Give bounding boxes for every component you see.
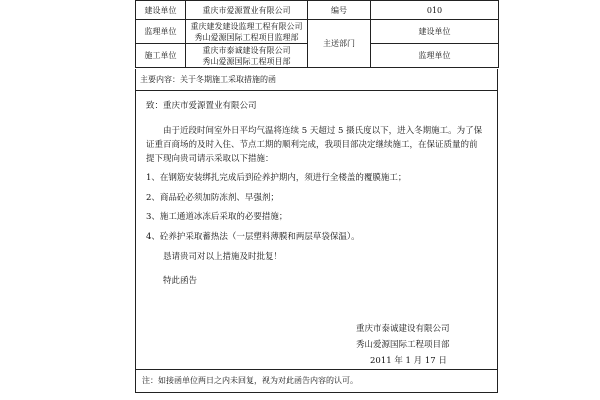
salutation: 致：重庆市爱源置业有限公司 (146, 101, 257, 111)
letter-body (135, 91, 498, 370)
paragraph-line-2: 证重百商场的及时入住、节点工期的顺利完成，我项目部决定继续施工，在保证质量的前 (146, 140, 478, 150)
label-construction-unit: 建设单位 (136, 1, 186, 20)
contractor-unit-value (186, 44, 308, 68)
dept-label: 主送部门 (308, 20, 371, 68)
footer-note: 注：如接函单位两日之内未回复，视为对此函告内容的认可。 (135, 370, 498, 393)
number-value: 010 (371, 1, 499, 20)
recipient-supervision: 监理单位 (371, 44, 499, 68)
header-table (135, 0, 499, 68)
measure-item-1: 1、在钢筋安装绑扎完成后到砼养护期内，须进行全楼盖的覆膜施工； (146, 173, 407, 183)
label-supervision-unit: 监理单位 (136, 20, 186, 44)
measure-item-4: 4、砼养护采取蓄热法（一层塑料薄膜和两层草袋保温）。 (146, 232, 360, 242)
measure-item-3: 3、施工通道冰冻后采取的必要措施； (146, 212, 288, 222)
supervision-unit-value (186, 20, 308, 44)
request-line: 恳请贵司对以上措施及时批复！ (163, 252, 283, 262)
signature-date: 2011 年 1 月 17 日 (370, 356, 447, 366)
contractor-unit-line1: 重庆市泰诚建设有限公司 (202, 45, 291, 55)
subject-row: 主要内容：关于冬期施工采取措施的函 (135, 69, 498, 91)
supervision-unit-line2: 秀山爱源国际工程项目监理部 (194, 32, 299, 42)
label-contractor-unit: 施工单位 (136, 44, 186, 68)
construction-unit-value: 重庆市爱源置业有限公司 (186, 1, 308, 20)
supervision-unit-line1: 重庆建发建设监理工程有限公司 (190, 21, 303, 31)
paragraph-line-3: 提下现向贵司请示采取以下措施： (146, 154, 274, 164)
measure-item-2: 2、商品砼必须加防冻剂、早强剂； (146, 193, 279, 203)
recipient-construction: 建设单位 (371, 20, 499, 44)
signature-department: 秀山爱源国际工程项目部 (356, 340, 450, 350)
signature-company: 重庆市泰诚建设有限公司 (356, 324, 450, 334)
paragraph-line-1: 由于近段时间室外日平均气温将连续 5 天超过 5 摄氏度以下，进入冬期施工。为了保 (163, 126, 483, 136)
closing-line: 特此函告 (163, 276, 198, 286)
header-row-construction (136, 1, 499, 20)
header-row-supervision (136, 20, 499, 44)
contractor-unit-line2: 秀山爱源国际工程项目部 (202, 56, 291, 66)
label-number: 编号 (308, 1, 371, 20)
